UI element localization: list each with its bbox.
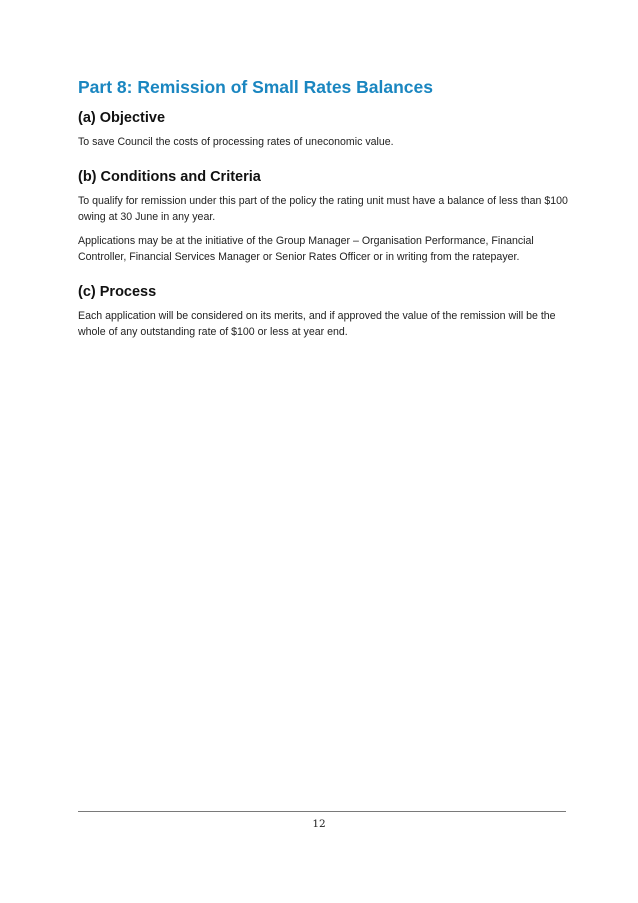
- part-title: Part 8: Remission of Small Rates Balances: [78, 77, 433, 97]
- section-process: [78, 282, 568, 340]
- footer-divider: [78, 811, 566, 812]
- section-heading-objective: (a) Objective: [78, 110, 166, 126]
- page-number: 12: [312, 818, 326, 830]
- document-body: [78, 75, 568, 357]
- process-paragraph: Each application will be considered on its merits, and if approved the value of the remission will be the whole of any outstanding rate of $100 or less at year end.: [78, 310, 556, 338]
- objective-paragraph: To save Council the costs of processing rates of uneconomic value.: [78, 136, 394, 148]
- section-heading-conditions-criteria: (b) Conditions and Criteria: [78, 169, 261, 185]
- conditions-paragraph-2: Applications may be at the initiative of the Group Manager – Organisation Performance, Financial Controller, Financial Services Manager or Senior Rates Officer or in writing from the ratepayer.: [78, 235, 534, 263]
- section-objective: [78, 108, 568, 150]
- conditions-paragraph-1: To qualify for remission under this part of the policy the rating unit must have a balance of less than $100 owing at 30 June in any year.: [78, 195, 568, 223]
- section-conditions-criteria: [78, 167, 568, 265]
- section-heading-process: (c) Process: [78, 284, 157, 300]
